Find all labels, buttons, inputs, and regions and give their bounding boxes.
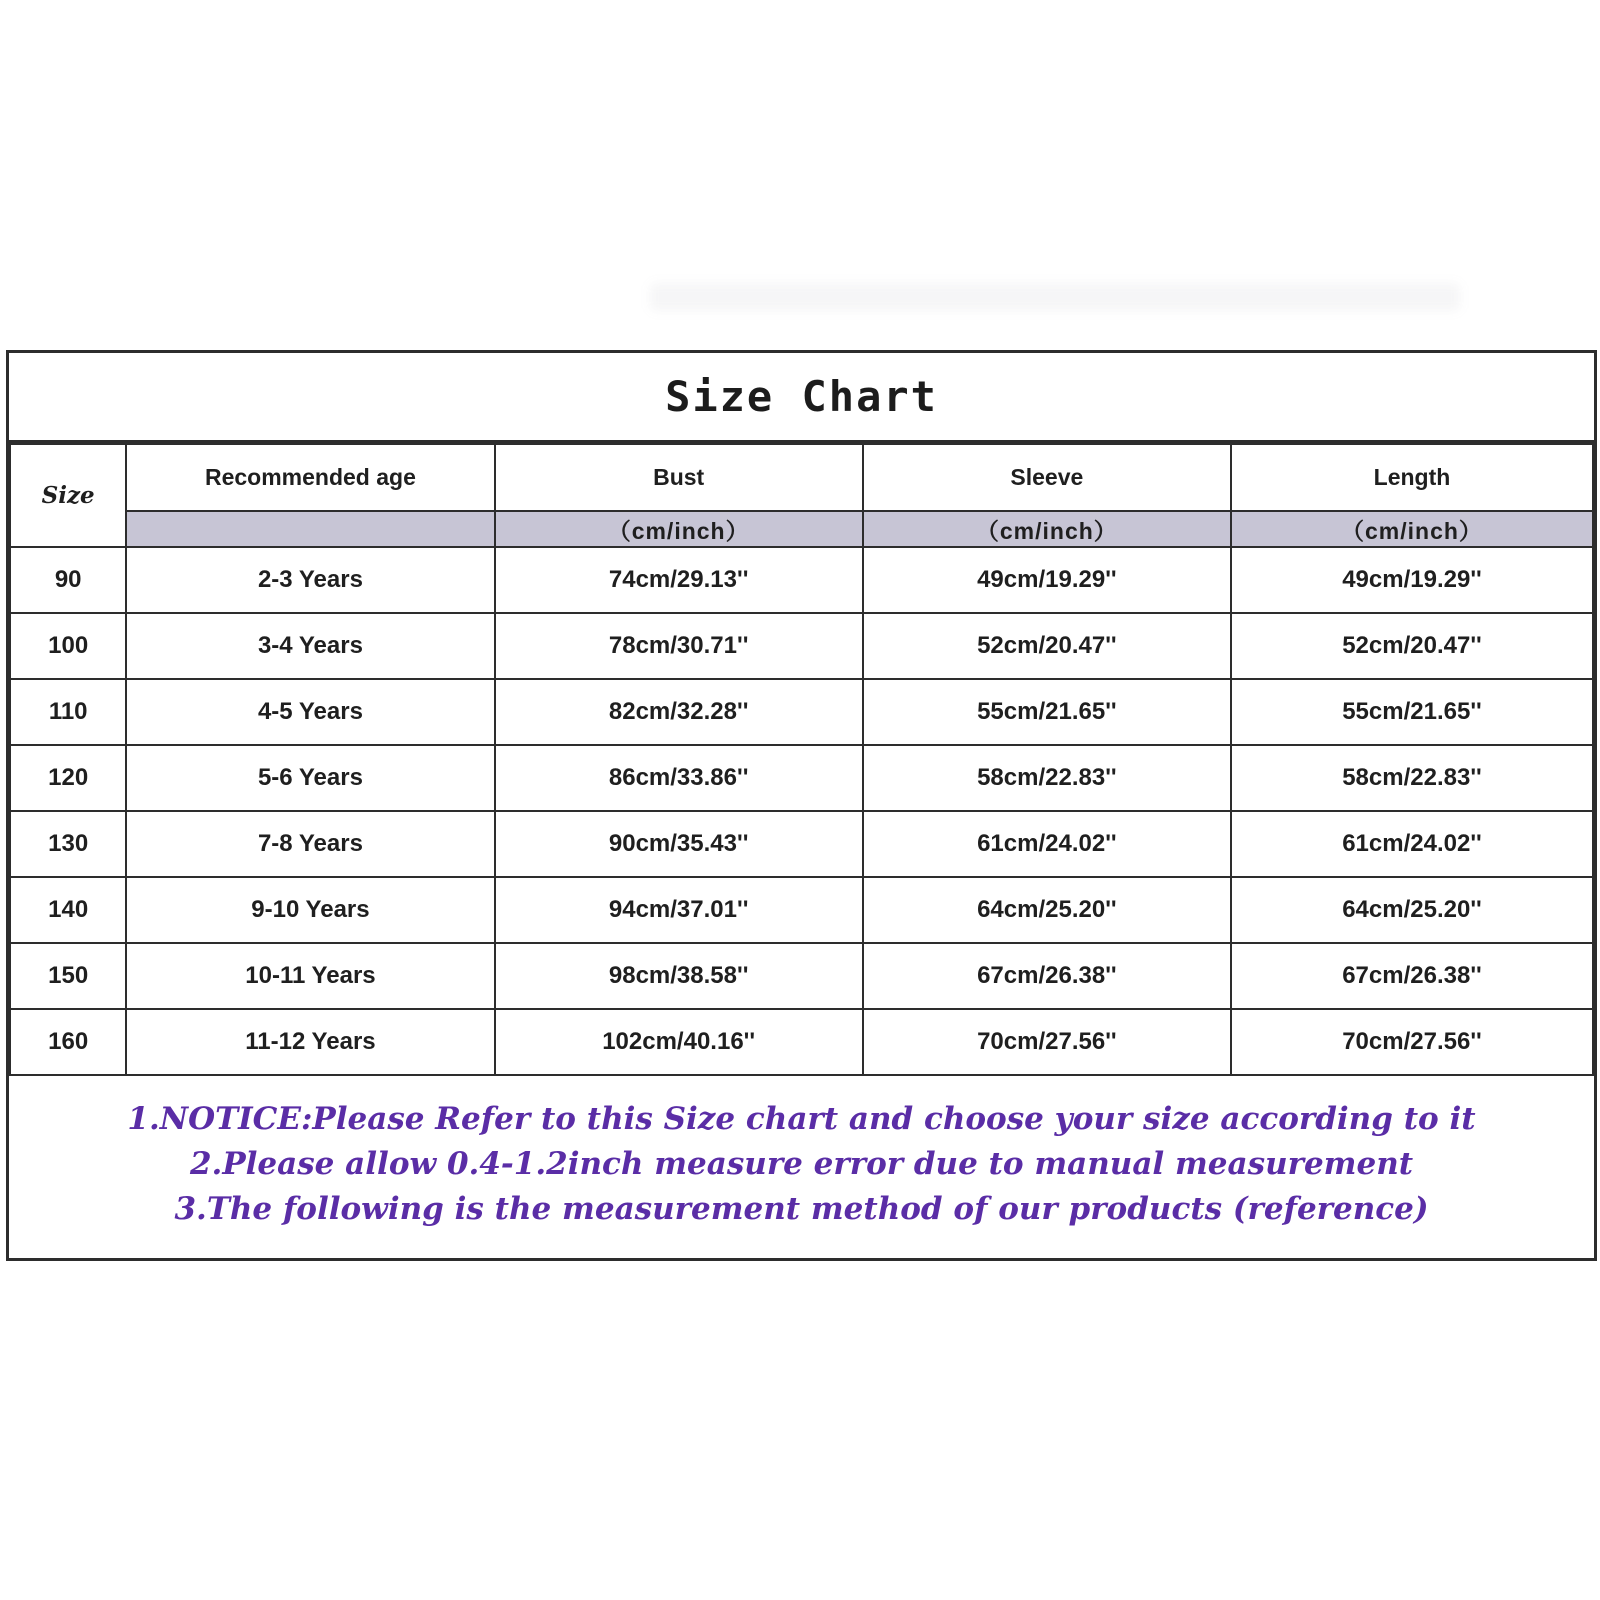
unit-cell-bust: （cm/inch） <box>495 511 863 547</box>
size-table <box>9 443 1594 1076</box>
age-cell: 2-3 Years <box>126 547 494 613</box>
page-title: Size Chart <box>665 372 938 421</box>
unit-cell-sleeve: （cm/inch） <box>863 511 1231 547</box>
size-chart-panel <box>6 350 1597 1261</box>
bust-cell: 78cm/30.71'' <box>495 613 863 679</box>
length-cell: 49cm/19.29'' <box>1231 547 1593 613</box>
length-cell: 58cm/22.83'' <box>1231 745 1593 811</box>
sleeve-cell: 55cm/21.65'' <box>863 679 1231 745</box>
unit-cell-length: （cm/inch） <box>1231 511 1593 547</box>
age-cell: 4-5 Years <box>126 679 494 745</box>
age-cell: 11-12 Years <box>126 1009 494 1075</box>
size-cell: 110 <box>10 679 126 745</box>
size-cell: 90 <box>10 547 126 613</box>
table-row <box>10 613 1593 679</box>
table-row <box>10 943 1593 1009</box>
age-cell: 9-10 Years <box>126 877 494 943</box>
bust-cell: 74cm/29.13'' <box>495 547 863 613</box>
size-cell: 100 <box>10 613 126 679</box>
column-header-recommended-age: Recommended age <box>126 444 494 511</box>
length-cell: 67cm/26.38'' <box>1231 943 1593 1009</box>
chart-title-row <box>9 353 1594 443</box>
sleeve-cell: 52cm/20.47'' <box>863 613 1231 679</box>
length-cell: 64cm/25.20'' <box>1231 877 1593 943</box>
sleeve-cell: 61cm/24.02'' <box>863 811 1231 877</box>
sleeve-cell: 67cm/26.38'' <box>863 943 1231 1009</box>
table-row <box>10 745 1593 811</box>
table-row <box>10 877 1593 943</box>
notice-block <box>9 1076 1594 1258</box>
unit-cell-age <box>126 511 494 547</box>
bust-cell: 94cm/37.01'' <box>495 877 863 943</box>
column-header-length: Length <box>1231 444 1593 511</box>
bust-cell: 86cm/33.86'' <box>495 745 863 811</box>
notice-line-3: 3.The following is the measurement method of our products (reference) <box>174 1191 1429 1227</box>
size-cell: 150 <box>10 943 126 1009</box>
length-cell: 61cm/24.02'' <box>1231 811 1593 877</box>
notice-line-1: 1.NOTICE:Please Refer to this Size chart and choose your size according to it <box>127 1101 1476 1137</box>
bust-cell: 98cm/38.58'' <box>495 943 863 1009</box>
notice-line-2: 2.Please allow 0.4-1.2inch measure error due to manual measurement <box>189 1146 1414 1182</box>
table-row <box>10 679 1593 745</box>
sleeve-cell: 64cm/25.20'' <box>863 877 1231 943</box>
age-cell: 7-8 Years <box>126 811 494 877</box>
age-cell: 5-6 Years <box>126 745 494 811</box>
column-header-sleeve: Sleeve <box>863 444 1231 511</box>
table-row <box>10 547 1593 613</box>
table-row <box>10 1009 1593 1075</box>
table-header-row <box>10 444 1593 511</box>
sleeve-cell: 58cm/22.83'' <box>863 745 1231 811</box>
table-row <box>10 811 1593 877</box>
size-cell: 120 <box>10 745 126 811</box>
age-cell: 10-11 Years <box>126 943 494 1009</box>
table-unit-row <box>10 511 1593 547</box>
length-cell: 70cm/27.56'' <box>1231 1009 1593 1075</box>
bust-cell: 82cm/32.28'' <box>495 679 863 745</box>
column-header-bust: Bust <box>495 444 863 511</box>
faint-watermark-smudge <box>650 283 1460 311</box>
size-cell: 130 <box>10 811 126 877</box>
length-cell: 55cm/21.65'' <box>1231 679 1593 745</box>
bust-cell: 102cm/40.16'' <box>495 1009 863 1075</box>
length-cell: 52cm/20.47'' <box>1231 613 1593 679</box>
size-cell: 160 <box>10 1009 126 1075</box>
sleeve-cell: 49cm/19.29'' <box>863 547 1231 613</box>
size-cell: 140 <box>10 877 126 943</box>
bust-cell: 90cm/35.43'' <box>495 811 863 877</box>
age-cell: 3-4 Years <box>126 613 494 679</box>
column-header-size: Size <box>10 444 126 547</box>
sleeve-cell: 70cm/27.56'' <box>863 1009 1231 1075</box>
